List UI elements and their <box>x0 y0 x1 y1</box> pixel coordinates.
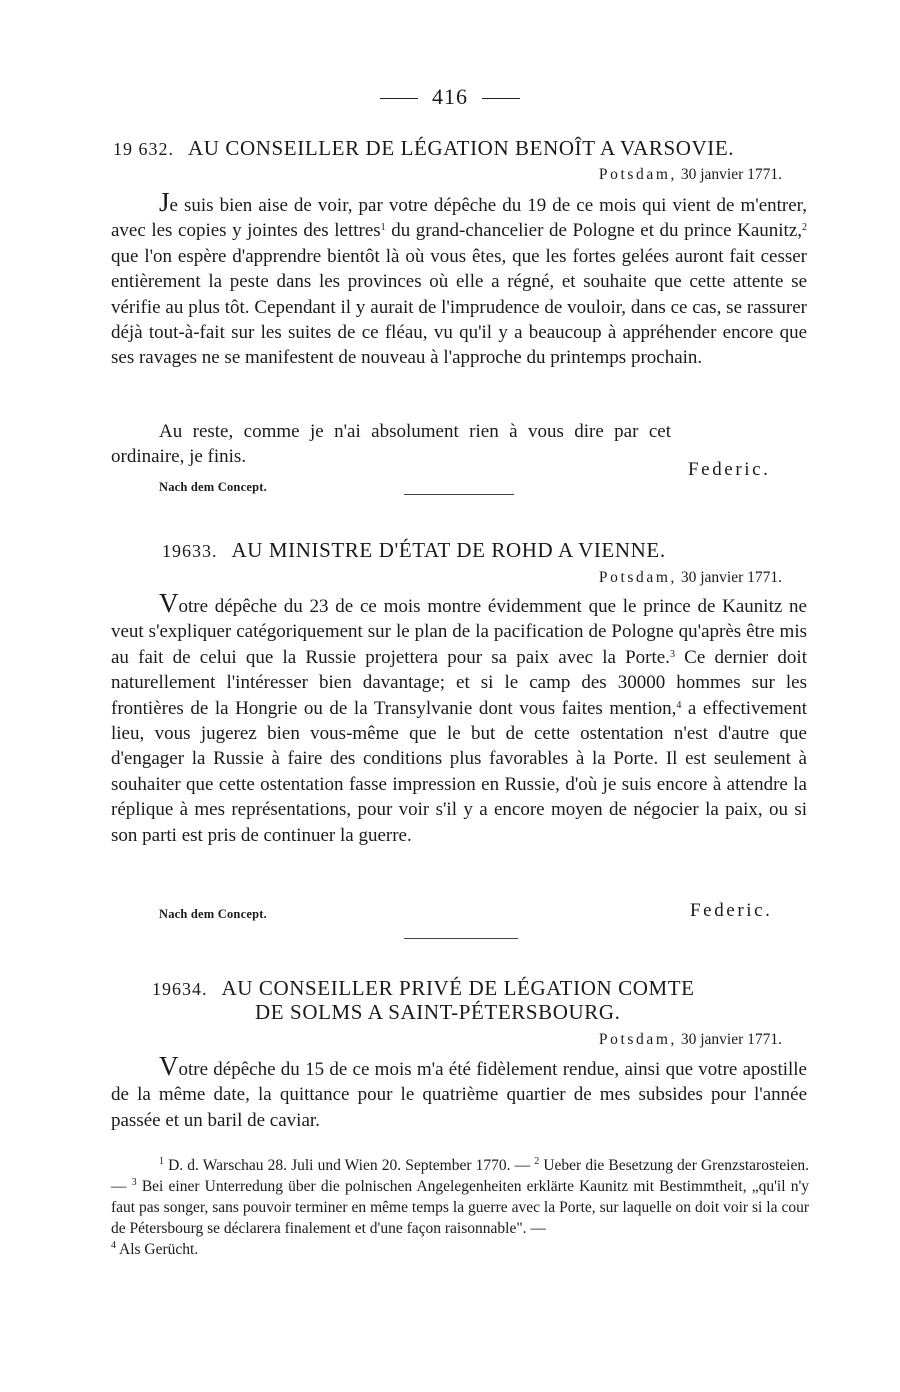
page-number-dash-left <box>380 98 418 99</box>
dateline-date: 30 janvier 1771. <box>680 166 782 183</box>
letter-title-line1: AU CONSEILLER PRIVÉ DE LÉGATION COMTE <box>221 976 695 1000</box>
footnote-marker: 1 <box>159 1156 164 1167</box>
footnote-ref: 3 <box>669 648 675 660</box>
letter-dateline <box>599 568 782 588</box>
section-divider <box>404 494 514 495</box>
footnote-1 <box>111 1157 534 1174</box>
section-divider <box>404 938 518 939</box>
paragraph-text: Au reste, comme je n'ai absolument rien à vous dire par cet ordinaire, je finis. <box>111 421 671 468</box>
letter-heading-19632 <box>113 134 734 163</box>
footnote-ref: 4 <box>676 699 682 711</box>
paragraph-text: Ce dernier doit naturellement l'intéresser bien davantage; et si le camp des 30000 hommes sur les frontières de la Hongrie ou de la Transylvanie dont vous faites mention, <box>111 646 807 719</box>
paragraph-text: a effectivement lieu, vous jugerez bien vous-même que le but de cette ostentation n'est d'autre que d'engager la Russie à faire des conditions plus favorables à la Porte. Il est seulement à souhaiter que cette ostentation fasse impression en Russie, d'où je suis encore à attendre la réplique à mes représentations, pour voir s'il y a encore moyen de négocier la paix, ou si son parti est pris de continuer la guerre. <box>111 697 807 846</box>
letter-number: 19634. <box>152 979 208 999</box>
letter-paragraph <box>111 419 671 470</box>
dateline-date: 30 janvier 1771. <box>680 1031 782 1048</box>
dateline-place: Potsdam, <box>598 1031 677 1048</box>
footnote-marker: 4 <box>111 1240 116 1251</box>
letter-heading-19633 <box>162 536 666 565</box>
letter-dateline <box>599 165 782 185</box>
letter-dateline <box>599 1030 782 1050</box>
paragraph-text: que l'on espère d'apprendre bientôt là où vous êtes, que les fortes gelées auront fait cesser entièrement la peste dans les provinces où elle a régné, et souhaite que cette attente se vérifie au plus tôt. Cependant il y aurait de l'imprudence de vouloir, dans ce cas, se rassurer déjà tout-à-fait sur les suites de ce fléau, vu qu'il y a beaucoup à appréhender encore que ses ravages ne se manifestent de nouveau à l'approche du printemps prochain. <box>111 245 807 369</box>
footnote-4 <box>111 1241 198 1258</box>
footnote-text: D. d. Warschau 28. Juli und Wien 20. September 1770. — <box>164 1157 535 1174</box>
signature: Federic. <box>690 900 773 921</box>
initial-letter: J <box>159 187 170 217</box>
letter-paragraph <box>111 187 808 371</box>
dateline-place: Potsdam, <box>598 569 677 586</box>
letter-title: AU MINISTRE D'ÉTAT DE ROHD A VIENNE. <box>231 538 666 562</box>
footnote-ref: 1 <box>380 222 386 234</box>
letter-heading-19634-line2 <box>255 998 621 1026</box>
initial-letter: V <box>159 1051 179 1081</box>
page-number <box>0 84 900 110</box>
letter-paragraph <box>111 588 807 848</box>
dateline-place: Potsdam, <box>598 166 677 183</box>
footnote-text: Ueber die Besetzung der Grenzstarosteien. — <box>111 1157 809 1195</box>
signature: Federic. <box>688 459 771 480</box>
paragraph-text: e suis bien aise de voir, par votre dépêche du 19 de ce mois qui vient de m'entrer, avec les copies y jointes des lettres <box>111 195 807 242</box>
paragraph-text: otre dépêche du 15 de ce mois m'a été fidèlement rendue, ainsi que votre apostille de la même date, la quittance pour le quatrième quartier de mes subsides pour l'année passée et un baril de caviar. <box>111 1059 807 1131</box>
footnote-3 <box>111 1178 809 1237</box>
footnote-text: Bei einer Unterredung über die polnischen Angelegenheiten erklärte Kaunitz mit Bestimmtheit, „qu'il n'y faut pas songer, sans pouvoir terminer en même temps la guerre avec la Porte, sur laquelle on doit voir si la cour de Pétersbourg se déclarera finalement et d'une façon raisonnable". — <box>111 1178 809 1237</box>
letter-paragraph <box>111 1051 807 1133</box>
footnotes <box>111 1155 809 1260</box>
footnote-text: Als Gerücht. <box>116 1241 199 1258</box>
letter-title-line2: DE SOLMS A SAINT-PÉTERSBOURG. <box>255 1000 621 1024</box>
page-number-text: 416 <box>432 84 468 109</box>
footnote-ref: 2 <box>802 222 808 234</box>
footnote-marker: 3 <box>131 1177 137 1188</box>
page-number-dash-right <box>482 98 520 99</box>
source-note: Nach dem Concept. <box>159 907 267 921</box>
letter-title: AU CONSEILLER DE LÉGATION BENOÎT A VARSOVIE. <box>188 136 735 160</box>
paragraph-text: otre dépêche du 23 de ce mois montre évidemment que le prince de Kaunitz ne veut s'expliquer catégoriquement sur le plan de la pacification de Pologne qu'après être mis au fait de celui que la Russie projettera pour sa paix avec la Porte. <box>111 596 807 668</box>
letter-number: 19633. <box>162 541 218 561</box>
paragraph-text: du grand-chancelier de Pologne et du prince Kaunitz, <box>385 220 803 242</box>
letter-number: 19 632. <box>113 139 174 159</box>
source-note: Nach dem Concept. <box>159 480 267 494</box>
footnote-marker: 2 <box>534 1156 540 1167</box>
initial-letter: V <box>159 588 179 618</box>
dateline-date: 30 janvier 1771. <box>680 569 782 586</box>
